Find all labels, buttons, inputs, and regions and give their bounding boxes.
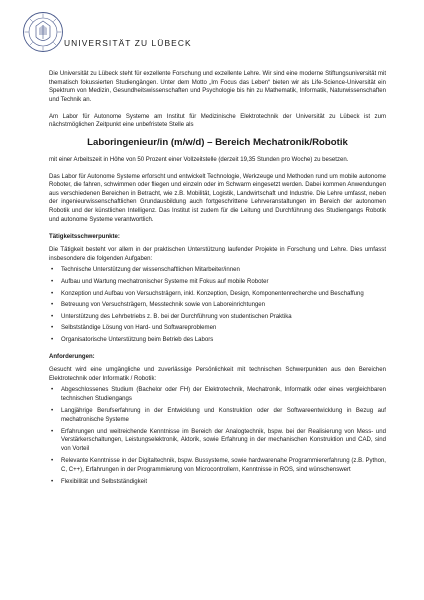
requirements-intro: Gesucht wird eine umgängliche und zuverlässige Persönlichkeit mit technischen Schwerpunkten aus den Bereichen Elektrotechnik oder Informatik / Robotik:: [49, 367, 386, 382]
university-brand: UNIVERSITÄT ZU LÜBECK: [64, 38, 192, 48]
list-item: • Aufbau und Wartung mechatronischer Systeme mit Fokus auf mobile Roboter: [51, 277, 269, 285]
list-item: • Langjährige Berufserfahrung in der Entwicklung und Konstruktion oder der Softwareentwicklung in Bezug auf mechatronische Systeme: [51, 407, 386, 423]
bullet-icon: •: [51, 336, 54, 344]
list-item: • Relevante Kenntnisse in der Digitaltechnik, bspw. Bussysteme, sowie hardwarenahe Programmiererfahrung (z.B. Python, C, C++), Erfahrungen in der Programmierung von Microcontrollern, Kenntnisse in ROS, sind wünschenswert: [51, 456, 386, 473]
list-item: • Erfahrungen und weitreichende Kenntnisse im Bereich der Analogtechnik, bspw. bei der Realisierung von Mess- und Verstärkerschaltungen, Leistungselektronik, Aktorik, sowie Erfahrung in der mechanischen Konstruktion und CAD, sind von Vorteil: [51, 427, 386, 452]
bullet-icon: •: [51, 301, 54, 309]
bullet-icon: •: [51, 312, 54, 320]
bullet-icon: •: [51, 386, 54, 394]
tasks-heading: Tätigkeitsschwerpunkte:: [49, 233, 120, 240]
job-title: Laboringenieur/in (m/w/d) – Bereich Mechatronik/Robotik: [87, 136, 348, 148]
list-item: • Selbstständige Lösung von Hard- und Softwareproblemen: [51, 324, 217, 332]
bullet-icon: •: [51, 324, 54, 332]
list-item: • Flexibilität und Selbstständigkeit: [51, 477, 148, 485]
bullet-icon: •: [51, 456, 54, 464]
list-item: • Unterstützung des Lehrbetriebs z. B. bei der Durchführung von studentischen Praktika: [51, 312, 292, 320]
requirements-heading: Anforderungen:: [49, 353, 95, 360]
bullet-icon: •: [51, 477, 54, 485]
position-intro: Am Labor für Autonome Systeme am Institut für Medizinische Elektrotechnik der Universität zu Lübeck ist zum nächstmöglichen Zeitpunkt eine unbefristete Stelle als: [49, 113, 386, 129]
requirements-list: [49, 386, 386, 486]
tasks-list: [49, 266, 386, 344]
bullet-icon: •: [51, 427, 54, 435]
list-item: • Konzeption und Aufbau von Versuchsträgern, inkl. Konzeption, Design, Komponentenrecherche und Beschaffung: [51, 289, 364, 297]
list-item: • Organisatorische Unterstützung beim Betrieb des Labors: [51, 336, 214, 344]
list-item: • Technische Unterstützung der wissenschaftlichen Mitarbeiter/innen: [51, 266, 240, 274]
bullet-icon: •: [51, 266, 54, 274]
bullet-icon: •: [51, 277, 54, 285]
list-item: • Abgeschlossenes Studium (Bachelor oder FH) der Elektrotechnik, Mechatronik, Informatik oder eines vergleichbaren technischen Studiengangs: [51, 386, 386, 402]
bullet-icon: •: [51, 407, 54, 415]
bullet-icon: •: [51, 289, 54, 297]
university-seal-icon: [22, 11, 64, 53]
working-hours: mit einer Arbeitszeit in Höhe von 50 Prozent einer Vollzeitstelle (derzeit 19,35 Stunden pro Woche) zu besetzen.: [49, 156, 349, 163]
tasks-intro: Die Tätigkeit besteht vor allem in der praktischen Unterstützung laufender Projekte in Forschung und Lehre. Dies umfasst insbesondere die folgenden Aufgaben:: [49, 247, 386, 262]
list-item: • Betreuung von Versuchsträgern, Messtechnik sowie von Laboreinrichtungen: [51, 301, 266, 309]
intro-paragraph: Die Universität zu Lübeck steht für exzellente Forschung und exzellente Lehre. Wir sind eine moderne Stiftungsuniversität mit thematisch fokussierten Studiengängen. Unter dem Motto „Im Focus das Leben“ bieten wir als Life-Science-Universität ein Spektrum von Medizin, Gesundheitswissenschaften und Psychologie bis hin zu Mathematik, Informatik, Naturwissenschaften und Technik an.: [49, 71, 386, 103]
job-posting: [49, 70, 386, 490]
lab-description: Das Labor für Autonome Systeme erforscht und entwickelt Technologie, Werkzeuge und Methoden rund um mobile autonome Roboter, die fahren, schwimmen oder fliegen und einzeln oder im Schwarm eingesetzt werden. Dabei kommen Anwendungen aus verschiedenen Bereichen in Betracht, wie z.B. Mobilität, Logistik, Landwirtschaft und Industrie. Die Lehre umfasst, neben der ingenieurwissenschaftlichen Grundausbildung auch fortgeschrittene Lehrveranstaltungen im Bereich der autonomen Robotik und der künstlichen Intelligenz. Das Institut ist zudem für die Leitung und Durchführung des Studiengangs Robotik und autonome Systeme verantwortlich.: [49, 173, 386, 223]
